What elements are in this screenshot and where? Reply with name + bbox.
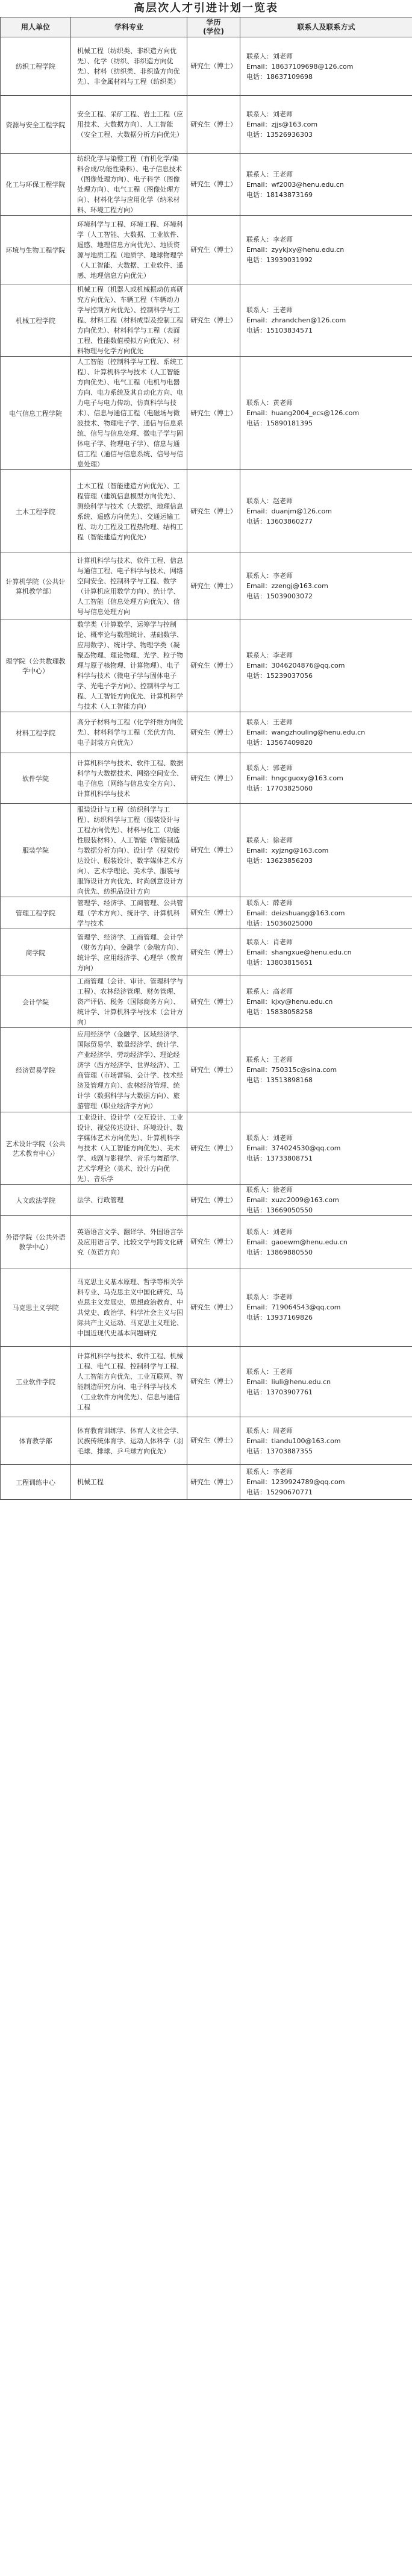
table-row — [1, 976, 412, 1028]
contact-line: 联系人：徐老师 — [246, 1186, 293, 1194]
contact-line: Email：zyykjxy@henu.edu.cn — [246, 246, 345, 254]
contact-line: 联系人：王老师 — [246, 306, 293, 314]
contact-line: Email：liuli@henu.edu.cn — [246, 1377, 331, 1386]
degree-cell: 研究生（博士） — [187, 216, 240, 284]
degree-cell: 研究生（博士） — [187, 357, 240, 470]
header-contact: 联系人及联系方式 — [240, 17, 412, 37]
table-row — [1, 37, 412, 96]
degree-cell: 研究生（博士） — [187, 712, 240, 753]
contact-line: 电话：13703887355 — [246, 1447, 313, 1455]
contact-line: Email：deizshuang@163.com — [246, 909, 345, 917]
contact-line: 电话：13513898168 — [246, 1076, 313, 1084]
header-degree — [187, 17, 240, 37]
contact-line: 电话：13803815651 — [246, 959, 313, 967]
contact-cell — [240, 1268, 412, 1347]
contact-line: 电话：18143873169 — [246, 190, 313, 199]
major-text: 人工智能（控制科学与工程、系统工程）、计算机科学与技术（人工智能方向优先）、电气工程（电机与电器方向、电力系统及其自动化方向、电力电子与电力传动、仿真科学与技术）、信息与通信工程（电磁场与微波技术、物理电子学、通信与信息系统、信号与信息处理、微电子学与固体电子学、物理电子学）、信息与通信工程（通信与信息系统、信号与信息处理） — [77, 358, 183, 468]
contact-line: 联系人：刘老师 — [246, 110, 293, 118]
degree-cell: 研究生（博士） — [187, 1417, 240, 1465]
degree-cell: 研究生（博士） — [187, 897, 240, 929]
contact-cell — [240, 1112, 412, 1185]
contact-cell — [240, 1417, 412, 1465]
contact-line: 联系人：薛老师 — [246, 898, 293, 907]
contact-cell — [240, 154, 412, 216]
contact-line: Email：1239924789@qq.com — [246, 1478, 345, 1486]
contact-line: 联系人：李老师 — [246, 651, 293, 659]
contact-line: 电话：13526936303 — [246, 131, 313, 139]
degree-cell: 研究生（博士） — [187, 470, 240, 553]
contact-line: 电话：13939031992 — [246, 256, 313, 264]
contact-line: Email：zzengj@163.com — [246, 582, 328, 590]
contact-line: 联系人：王老师 — [246, 170, 293, 178]
unit-cell: 体育教学部 — [1, 1417, 71, 1465]
degree-cell: 研究生（博士） — [187, 804, 240, 897]
unit-cell: 马克思主义学院 — [1, 1268, 71, 1347]
major-cell — [71, 1028, 187, 1112]
degree-cell: 研究生（博士） — [187, 753, 240, 804]
contact-line: Email：tiandu100@163.com — [246, 1437, 341, 1445]
contact-line: Email：wangzhouling@henu.edu.cn — [246, 729, 366, 736]
contact-line: 电话：18637109698 — [246, 72, 313, 81]
major-cell — [71, 976, 187, 1028]
major-cell — [71, 619, 187, 712]
contact-line: 联系人：刘老师 — [246, 1227, 293, 1236]
header-major: 学科专业 — [71, 17, 187, 37]
degree-cell: 研究生（博士） — [187, 929, 240, 976]
contact-line: Email：shangxue@henu.edu.cn — [246, 948, 352, 956]
contact-line: Email：duanjm@126.com — [246, 507, 332, 515]
major-cell — [71, 154, 187, 216]
contact-line: 联系人：高老师 — [246, 988, 293, 995]
contact-cell — [240, 470, 412, 553]
contact-line: 电话：17703825060 — [246, 785, 313, 792]
unit-cell: 工程训练中心 — [1, 1465, 71, 1500]
major-cell — [71, 37, 187, 96]
contact-line: 联系人：李老师 — [246, 572, 293, 580]
degree-cell: 研究生（博士） — [187, 1216, 240, 1268]
unit-cell: 人文政法学院 — [1, 1185, 71, 1216]
major-text: 法学、行政管理 — [77, 1196, 123, 1204]
table-row — [1, 1216, 412, 1268]
degree-cell: 研究生（博士） — [187, 1112, 240, 1185]
degree-cell: 研究生（博士） — [187, 1185, 240, 1216]
unit-cell: 经济贸易学院 — [1, 1028, 71, 1112]
degree-cell: 研究生（博士） — [187, 1028, 240, 1112]
unit-cell: 机械工程学院 — [1, 284, 71, 357]
unit-cell: 外语学院（公共外语教学中心） — [1, 1216, 71, 1268]
major-text: 管理学、经济学、工商管理、公共管理（学术方向）、统计学、计算机科学与技术 — [77, 898, 183, 927]
major-text: 机械工程 — [77, 1478, 104, 1486]
unit-cell: 软件学院 — [1, 753, 71, 804]
page-title: 高层次人才引进计划一览表 — [134, 2, 278, 14]
degree-cell: 研究生（博士） — [187, 619, 240, 712]
header-unit: 用人单位 — [1, 17, 71, 37]
major-text: 机械工程（机器人或机械振动仿真研究方向优先）、车辆工程（车辆动力学与控制方向优先）、控制科学与工程、材料工程（材料成型及控制工程方向优先）、材料科学与工程（表面工程、性能数值模拟方向优先）、材料物理与化学方向优先 — [77, 286, 183, 355]
contact-line: Email：xuzc2009@163.com — [246, 1196, 339, 1204]
table-header-row — [1, 17, 412, 37]
degree-cell: 研究生（博士） — [187, 37, 240, 96]
unit-cell: 管理工程学院 — [1, 897, 71, 929]
degree-cell: 研究生（博士） — [187, 976, 240, 1028]
major-text: 计算机科学与技术、软件工程、信息与通信工程、电子科学与技术、网络空间安全、控制科学与工程、数学（计算机应用数学方向）、统计学、人工智能（信息处理方向优先）、信号与信息处理方向 — [77, 556, 183, 616]
contact-line: 电话：15036025000 — [246, 919, 313, 927]
contact-line: 联系人：徐老师 — [246, 836, 293, 844]
contact-line: Email：gaoewm@henu.edu.cn — [246, 1238, 348, 1246]
contact-cell — [240, 976, 412, 1028]
contact-line: 电话：15039003072 — [246, 592, 313, 600]
major-text: 纺织化学与染整工程（有机化学/染料合成/功能性染料）、电子信息技术（图像处理方向）、电子科学（图像处理方向）、电气工程（图像处理方向）、材料化学与应用化学（纳米材料、环境工程方向） — [77, 155, 183, 214]
major-cell — [71, 1185, 187, 1216]
unit-cell: 化工与环保工程学院 — [1, 154, 71, 216]
contact-cell — [240, 284, 412, 357]
major-text: 服装设计与工程（纺织科学与工程）、纺织科学与工程（服装设计与工程方向优先）、材料与化工（功能性服装材料）、人工智能（智能制造与数据分析方向）、设计学（视觉传达设计、服装设计、数字媒体艺术方向）、艺术学理论、美术学、服装与服饰设计方向优先、时尚创意设计方向优先、纺织品设计方向 — [77, 805, 183, 895]
contact-line: 电话：15239037056 — [246, 672, 313, 680]
degree-cell: 研究生（博士） — [187, 1347, 240, 1417]
major-text: 数学类（计算数学、运筹学与控制论、概率论与数理统计、基础数学、应用数学）、统计学、物理学类（凝聚态物理、理论物理、光学、粒子物理与原子核物理、计算物理）、电子科学与技术（微电子学与固体电子学、光电子学方向）、控制科学与工程、人工智能方向优先、计算机科学与技术（人工智能方向） — [77, 621, 183, 710]
table-row — [1, 216, 412, 284]
contact-cell — [240, 712, 412, 753]
contact-line: Email：zhrandchen@126.com — [246, 316, 346, 324]
major-text: 应用经济学（金融学、区域经济学、国际贸易学、数量经济学、统计学、产业经济学、劳动经济学）、理论经济学（西方经济学、世界经济）、工商管理（市场营销、会计学、技术经济及管理方向）、农林经济管理、统计学（数据科学与大数据方向）、旅游管理（职业经济学方向） — [77, 1030, 183, 1110]
major-text: 英语语言文学、翻译学、外国语言学及应用语言学、比较文学与跨文化研究（英语方向） — [77, 1227, 183, 1256]
table-row — [1, 712, 412, 753]
major-cell — [71, 216, 187, 284]
contact-cell — [240, 37, 412, 96]
major-text: 工业设计、设计学（交互设计、工业设计、视觉传达设计、环境设计、数字媒体艺术方向优先）、计算机科学与技术（人工智能方向优先）、美术学、戏剧与影视学、音乐与舞蹈学、艺术学理论（美术、设计方向优先）、音乐学 — [77, 1114, 183, 1183]
major-text: 安全工程、采矿工程、岩土工程（应用技术、大数据方向）、人工智能（安全工程、大数据分析方向优先） — [77, 110, 183, 139]
contact-line: Email：xyjzng@163.com — [246, 846, 329, 854]
contact-line: Email：3046204876@qq.com — [246, 662, 345, 669]
contact-line: 联系人：周老师 — [246, 1426, 293, 1435]
table-row — [1, 1417, 412, 1465]
unit-cell: 环境与生物工程学院 — [1, 216, 71, 284]
contact-cell — [240, 804, 412, 897]
contact-line: 联系人：王老师 — [246, 1367, 293, 1376]
contact-line: 联系人：刘老师 — [246, 52, 293, 60]
contact-line: Email：kjxy@henu.edu.cn — [246, 998, 333, 1006]
major-text: 管理学、经济学、工商管理、会计学（财务方向）、金融学（金融方向）、统计学、应用经济学、心理学（教育方向） — [77, 933, 183, 972]
table-row — [1, 1465, 412, 1500]
major-cell — [71, 553, 187, 619]
contact-cell — [240, 1028, 412, 1112]
unit-cell: 土木工程学院 — [1, 470, 71, 553]
unit-cell: 艺术设计学院（公共艺术教育中心） — [1, 1112, 71, 1185]
major-cell — [71, 929, 187, 976]
contact-line: Email：huang2004_ecs@126.com — [246, 409, 360, 417]
contact-line: 电话：13669050550 — [246, 1206, 313, 1214]
header-degree-line: (学位) — [203, 27, 224, 36]
major-text: 体育教育训练学、体育人文社会学、民族传统体育学、运动人体科学（羽毛球、排球、乒乓球方向优先） — [77, 1426, 183, 1455]
contact-line: 联系人：王老师 — [246, 718, 293, 726]
contact-cell — [240, 1465, 412, 1500]
unit-cell: 纺织工程学院 — [1, 37, 71, 96]
table-row — [1, 1028, 412, 1112]
recruitment-table — [0, 17, 412, 1500]
contact-cell — [240, 96, 412, 154]
degree-cell: 研究生（博士） — [187, 96, 240, 154]
unit-cell: 计算机学院（公共计算机教学部） — [1, 553, 71, 619]
unit-cell: 会计学院 — [1, 976, 71, 1028]
table-row — [1, 1347, 412, 1417]
degree-cell: 研究生（博士） — [187, 1465, 240, 1500]
unit-cell: 服装学院 — [1, 804, 71, 897]
contact-line: 联系人：李老师 — [246, 236, 293, 243]
contact-line: 联系人：肖老师 — [246, 938, 293, 946]
major-cell — [71, 753, 187, 804]
contact-cell — [240, 619, 412, 712]
contact-line: 电话：15290670771 — [246, 1488, 313, 1496]
contact-line: 联系人：黄老师 — [246, 399, 293, 407]
contact-cell — [240, 753, 412, 804]
major-cell — [71, 712, 187, 753]
unit-cell: 商学院 — [1, 929, 71, 976]
contact-cell — [240, 897, 412, 929]
table-row — [1, 96, 412, 154]
contact-line: 电话：13603860277 — [246, 518, 313, 525]
table-row — [1, 553, 412, 619]
contact-cell — [240, 1185, 412, 1216]
contact-line: 电话：13869880550 — [246, 1248, 313, 1256]
contact-line: Email：18637109698@126.com — [246, 62, 354, 71]
table-row — [1, 357, 412, 470]
contact-line: 联系人：王老师 — [246, 1056, 293, 1064]
header-degree-line: 学历 — [206, 18, 221, 27]
table-body — [1, 37, 412, 1500]
major-text: 土木工程（智能建造方向优先）、工程管理（建筑信息模型方向优先）、测绘科学与技术（大数据、地理信息系统、遥感方向优先）、交通运输工程、动力工程及工程热物理、结构工程（智能建造方向优先） — [77, 481, 183, 541]
contact-line: 联系人：刘老师 — [246, 1134, 293, 1142]
unit-cell: 工业软件学院 — [1, 1347, 71, 1417]
contact-cell — [240, 1347, 412, 1417]
major-text: 工商管理（会计、审计、管理科学与工程）、农林经济管理、财务管理、资产评估、税务（国际商务方向）、统计学、计算机科学与技术（会计方向） — [77, 977, 183, 1026]
contact-line: 联系人：李老师 — [246, 1293, 293, 1301]
contact-cell — [240, 357, 412, 470]
major-text: 机械工程（纺织类、非织造方向优先）、化学（纺织、非织造方向优先）、材料（纺织类、非织造方向优先）、非金属材料与工程（纺织类） — [77, 47, 180, 86]
table-row — [1, 154, 412, 216]
major-cell — [71, 1268, 187, 1347]
degree-cell: 研究生（博士） — [187, 1268, 240, 1347]
major-cell — [71, 897, 187, 929]
contact-cell — [240, 216, 412, 284]
table-row — [1, 470, 412, 553]
unit-cell: 理学院（公共数理教学中心） — [1, 619, 71, 712]
contact-line: Email：374024530@qq.com — [246, 1144, 341, 1152]
degree-cell: 研究生（博士） — [187, 553, 240, 619]
contact-line: Email：750315c@sina.com — [246, 1066, 337, 1074]
major-cell — [71, 1347, 187, 1417]
contact-line: Email：wf2003@henu.edu.cn — [246, 180, 344, 189]
major-text: 高分子材料与工程（化学纤维方向优先）、材料科学与工程（光伏方向、电子封装方向优先） — [77, 718, 183, 747]
degree-cell: 研究生（博士） — [187, 284, 240, 357]
table-row — [1, 897, 412, 929]
contact-line: 电话：13567409820 — [246, 739, 313, 747]
major-cell — [71, 470, 187, 553]
contact-line: 电话：13733808751 — [246, 1155, 313, 1162]
table-row — [1, 1112, 412, 1185]
major-cell — [71, 1417, 187, 1465]
contact-cell — [240, 929, 412, 976]
major-cell — [71, 804, 187, 897]
major-text: 马克思主义基本原理、哲学等相关学科专业、马克思主义中国化研究、马克思主义发展史、思想政治教育、中共党史、政治学、科学社会主义与国际共产主义运动、马克思主义理论、中国近现代史基本问题研究 — [77, 1277, 183, 1337]
contact-line: Email：hngcguoxy@163.com — [246, 774, 343, 782]
contact-line: 联系人：李老师 — [246, 1468, 293, 1476]
table-row — [1, 619, 412, 712]
table-row — [1, 804, 412, 897]
contact-cell — [240, 1216, 412, 1268]
unit-cell: 电气信息工程学院 — [1, 357, 71, 470]
contact-line: 电话：15103834571 — [246, 327, 313, 334]
contact-line: 电话：15838058258 — [246, 1008, 313, 1016]
table-row — [1, 1268, 412, 1347]
contact-line: 联系人：赵老师 — [246, 497, 293, 505]
contact-line: 电话：13937169826 — [246, 1314, 313, 1321]
major-cell — [71, 1465, 187, 1500]
degree-cell: 研究生（博士） — [187, 154, 240, 216]
major-cell — [71, 284, 187, 357]
major-text: 环境科学与工程、环境工程、环境科学（人工智能、大数据、工业软件、遥感、地理信息方向优先）、地质资源与地质工程（地质学、地球物理学（人工智能、大数据、工业软件、遥感、地理信息方向优先） — [77, 220, 183, 280]
contact-line: Email：zjjs@163.com — [246, 121, 318, 128]
table-row — [1, 1185, 412, 1216]
contact-line: 电话：13623856203 — [246, 856, 313, 865]
contact-line: 电话：15890181395 — [246, 419, 313, 427]
table-row — [1, 753, 412, 804]
contact-line: 联系人：郭老师 — [246, 764, 293, 772]
contact-line: 电话：13703907761 — [246, 1388, 313, 1396]
major-cell — [71, 357, 187, 470]
major-cell — [71, 1112, 187, 1185]
major-cell — [71, 96, 187, 154]
major-text: 计算机科学与技术、软件工程、机械工程、电气工程、控制科学与工程、人工智能方向优先、工业互联网、智能制造研究方向、电子科学与技术（工业软件方向优先）、信息与通信工程 — [77, 1352, 183, 1411]
contact-line: Email：719064543@qq.com — [246, 1303, 341, 1311]
unit-cell: 资源与安全工程学院 — [1, 96, 71, 154]
table-row — [1, 284, 412, 357]
contact-cell — [240, 553, 412, 619]
major-text: 计算机科学与技术、软件工程、数据科学与大数据技术、网络空间安全、电子信息（网络与信息安全方向）、计算机科学与技术 — [77, 759, 183, 798]
major-cell — [71, 1216, 187, 1268]
unit-cell: 材料工程学院 — [1, 712, 71, 753]
table-row — [1, 929, 412, 976]
